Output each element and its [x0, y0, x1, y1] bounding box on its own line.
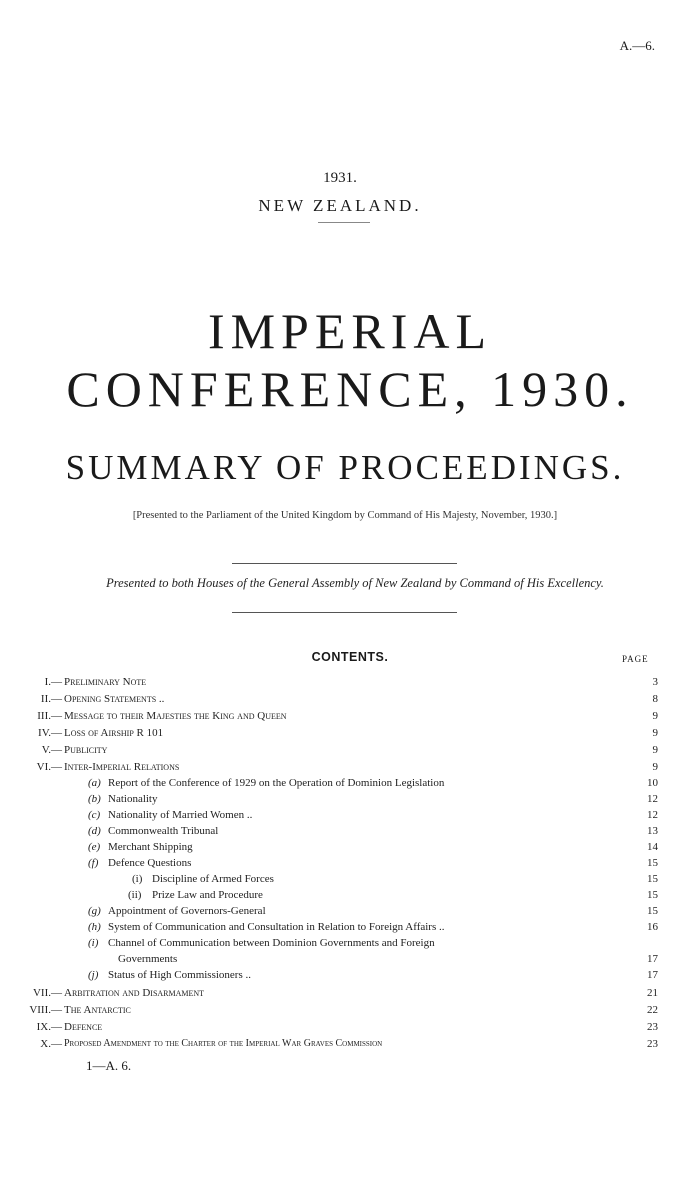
summary-title: SUMMARY OF PROCEEDINGS. — [65, 448, 625, 487]
contents-heading: CONTENTS. — [311, 650, 389, 664]
toc-row: VI.— Inter-Imperial Relations 9 — [36, 761, 658, 773]
toc-row: (e) Merchant Shipping 14 — [88, 841, 658, 853]
toc-row: VII.— Arbitration and Disarmament 21 — [32, 987, 658, 999]
toc-row: (b) Nationality 12 — [88, 793, 658, 805]
conference-title: IMPERIAL CONFERENCE, 1930. — [66, 303, 634, 417]
toc-row: (j) Status of High Commissioners .. 17 — [88, 969, 658, 981]
page-column-heading: PAGE — [622, 654, 649, 664]
presented-line: Presented to both Houses of the General Assembly of New Zealand by Command of His Excellency. — [106, 576, 604, 590]
document-reference: A.—6. — [619, 38, 655, 53]
toc-row: IV.— Loss of Airship R 101 9 — [38, 727, 658, 739]
toc-row: (i) Channel of Communication between Dominion Governments and Foreign — [88, 937, 435, 949]
toc-row: (g) Appointment of Governors-General 15 — [88, 905, 658, 917]
toc-row: (a) Report of the Conference of 1929 on the Operation of Dominion Legislation 10 — [88, 777, 658, 789]
toc-row: V.— Publicity 9 — [41, 744, 658, 756]
toc-row: X.— Proposed Amendment to the Charter of the Imperial War Graves Commission 23 — [40, 1038, 658, 1050]
toc-row: II.— Opening Statements .. 8 — [40, 693, 658, 705]
presentation-note: [Presented to the Parliament of the United Kingdom by Command of His Majesty, November, 1930.] — [132, 510, 558, 521]
toc-row: III.— Message to their Majesties the King and Queen 9 — [37, 710, 658, 722]
toc-row: (ii) Prize Law and Procedure 15 — [128, 889, 658, 901]
toc-row: I.— Preliminary Note 3 — [44, 676, 658, 688]
toc-row: (d) Commonwealth Tribunal 13 — [88, 825, 658, 837]
toc-row: (f) Defence Questions 15 — [88, 857, 658, 869]
country-heading: NEW ZEALAND. — [258, 196, 422, 215]
toc-row: VIII.— The Antarctic 22 — [29, 1004, 658, 1016]
toc-row: (h) System of Communication and Consultation in Relation to Foreign Affairs .. 16 — [88, 921, 658, 933]
toc-row: (i) Discipline of Armed Forces 15 — [132, 873, 658, 885]
toc-row: IX.— Defence 23 — [36, 1021, 658, 1033]
page-footer: 1—A. 6. — [86, 1058, 132, 1073]
divider-top — [232, 563, 457, 564]
toc-row: Governments 17 — [118, 953, 658, 965]
country-divider — [318, 222, 370, 223]
toc-row: (c) Nationality of Married Women .. 12 — [88, 809, 658, 821]
year: 1931. — [323, 170, 357, 186]
divider-bottom — [232, 612, 457, 613]
